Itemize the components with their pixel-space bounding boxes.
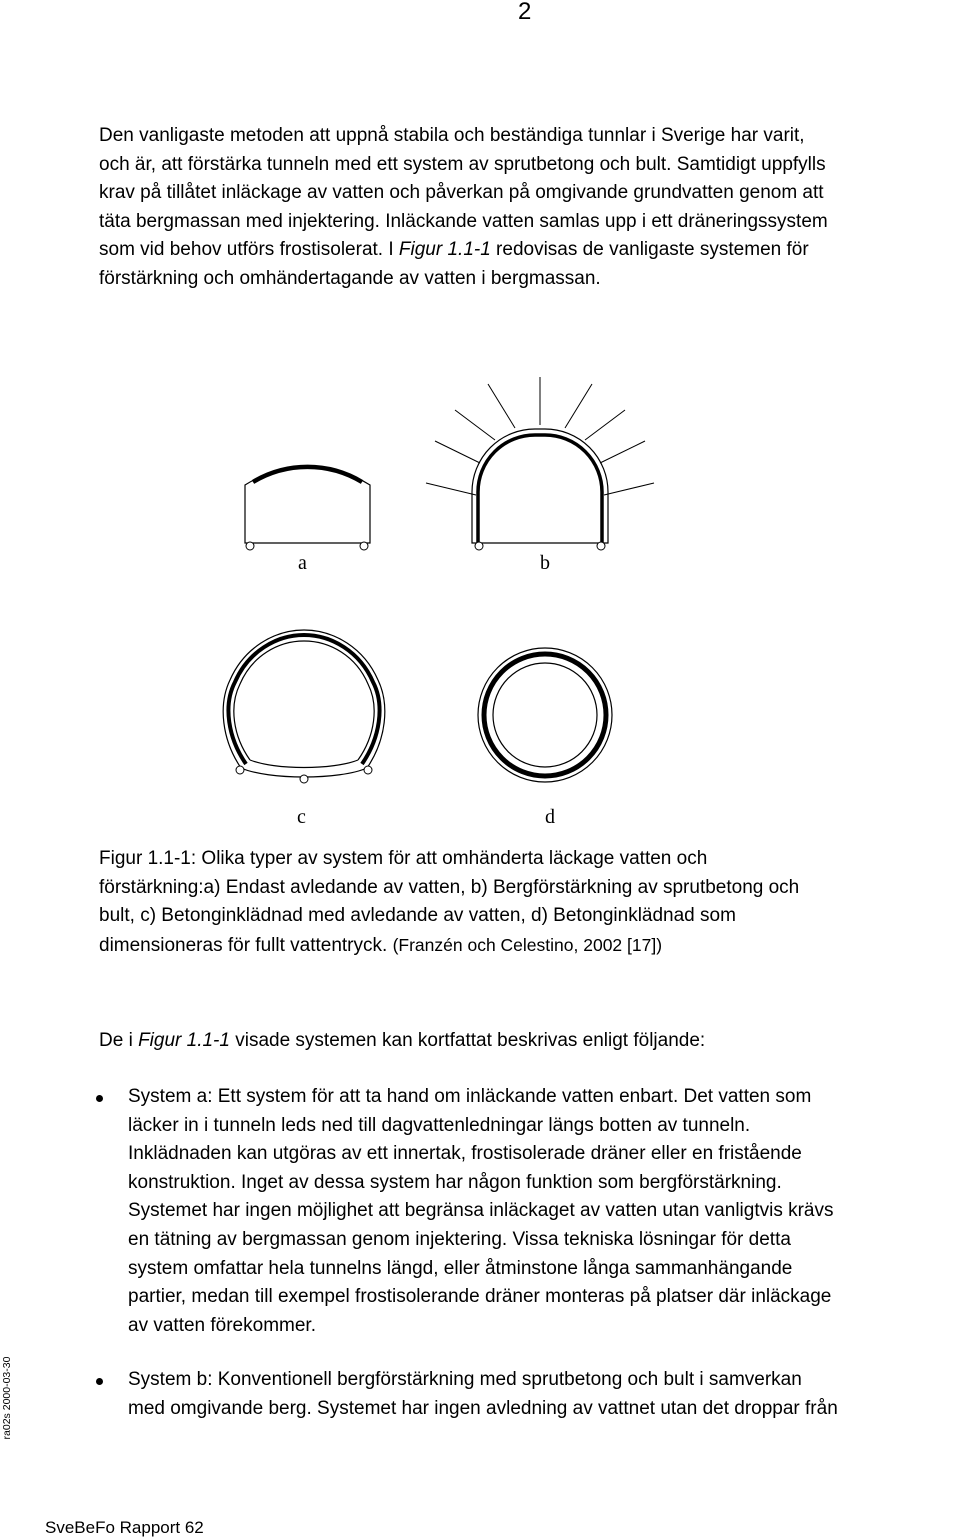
intro-line: Den vanligaste metoden att uppnå stabila och beständiga tunnlar i Sverige har varit, (99, 125, 805, 146)
caption-line: Figur 1.1-1: Olika typer av system för att omhänderta läckage vatten och (99, 848, 708, 869)
bullet-system-b (128, 1366, 838, 1423)
intro-line: täta bergmassan med injektering. Inläckande vatten samlas upp i ett dräneringssystem (99, 210, 828, 232)
bullet-line: System a: Ett system för att ta hand om inläckande vatten enbart. Det vatten som (128, 1086, 812, 1107)
bullet-line: läcker in i tunneln leds ned till dagvattenledningar längs botten av tunneln. (128, 1114, 751, 1136)
intro-line-text: som vid behov utförs frostisolerat. I (99, 239, 399, 261)
systems-intro (99, 1027, 705, 1056)
figure-reference: Figur 1.1-1 (398, 239, 491, 261)
tunnel-a-diagram (245, 467, 370, 550)
bullet-line: Inklädnaden kan utgöras av ett innertak, frostisolerade dräner eller en fristående (128, 1143, 802, 1165)
footer-report-name: SveBeFo Rapport 62 (45, 1518, 204, 1537)
caption-line: förstärkning:a) Endast avledande av vatten, b) Bergförstärkning av sprutbetong och (99, 876, 800, 898)
bullet-line: partier, medan till exempel frostisolerande dräner monteras på platser där inläckage (128, 1286, 832, 1308)
systems-intro-text: De i (99, 1030, 139, 1051)
side-date-stamp: ra02s 2000-03-30 (1, 1356, 13, 1440)
figure-label-b: b (540, 552, 550, 574)
figure-caption (99, 845, 959, 959)
bullet-line: med omgivande berg. Systemet har ingen avledning av vattnet utan det droppar från (128, 1397, 838, 1419)
bullet-line: System b: Konventionell bergförstärkning med sprutbetong och bult i samverkan (128, 1369, 802, 1390)
intro-line-text: redovisas de vanligaste systemen för (490, 239, 809, 261)
citation: (Franzén och Celestino, 2002 [17]) (392, 934, 663, 955)
caption-line: bult, c) Betonginklädnad med avledande av vatten, d) Betonginklädnad som (99, 905, 736, 927)
tunnel-c-diagram (223, 630, 385, 783)
bullet-line: en tätning av bergmassan genom injektering. Vissa tekniska lösningar för detta (128, 1228, 791, 1250)
tunnel-b-diagram (426, 377, 654, 550)
systems-intro-text: visade systemen kan kortfattat beskrivas enligt följande: (229, 1030, 706, 1051)
page-number: 2 (518, 0, 532, 25)
bullet-line: Systemet har ingen möjlighet att begränsa inläckaget av vatten utan vanligtvis krävs (128, 1200, 834, 1222)
figure-reference: Figur 1.1-1 (138, 1030, 230, 1051)
bullet-line: konstruktion. Inget av dessa system har någon funktion som bergförstärkning. (128, 1171, 782, 1193)
intro-line: och är, att förstärka tunneln med ett system av sprutbetong och bult. Samtidigt uppfylls (99, 153, 826, 175)
bullet-system-a (128, 1083, 834, 1340)
figure-label-d: d (545, 806, 555, 828)
caption-line (99, 931, 959, 960)
caption-line-text: dimensioneras för fullt vattentryck. (99, 934, 388, 956)
bullet-line: av vatten förekommer. (128, 1314, 316, 1336)
figure-label-c: c (297, 806, 306, 828)
tunnel-d-diagram (478, 648, 612, 782)
figure-label-a: a (298, 552, 307, 574)
bullet-marker (96, 1378, 103, 1385)
bullet-marker (96, 1095, 103, 1102)
bullet-line: system omfattar hela tunnelns längd, eller åtminstone långa sammanhängande (128, 1257, 793, 1279)
intro-line: krav på tillåtet inläckage av vatten och påverkan på omgivande grundvatten genom att (99, 182, 824, 204)
intro-line: förstärkning och omhändertagande av vatten i bergmassan. (99, 267, 601, 289)
